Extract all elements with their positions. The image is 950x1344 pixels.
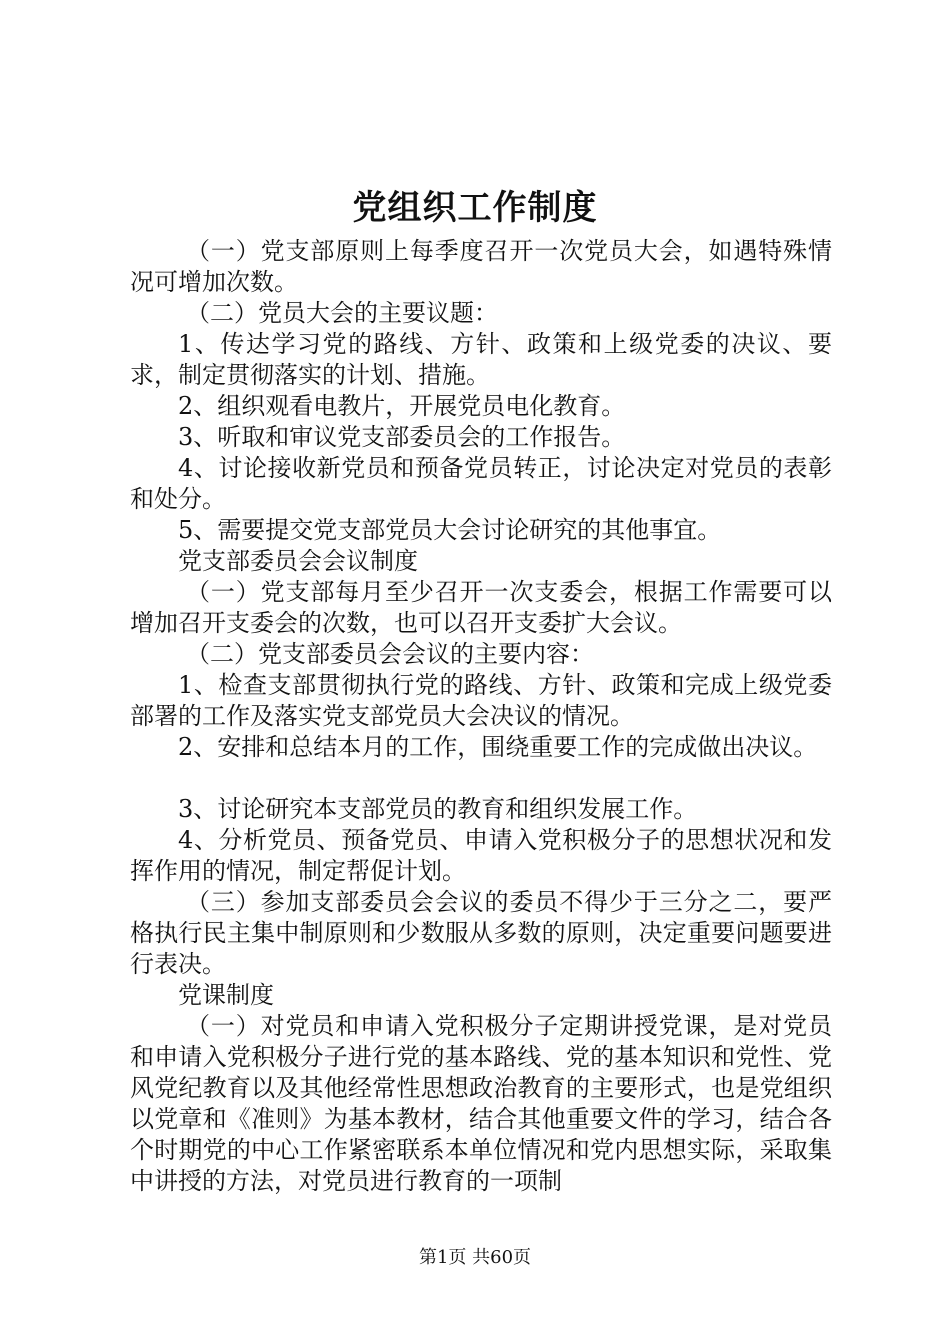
- paragraph-8: （一）党支部每月至少召开一次支委会，根据工作需要可以增加召开支委会的次数，也可以召开支委扩大会议。: [130, 578, 832, 637]
- paragraph-6: 4、讨论接收新党员和预备党员转正，讨论决定对党员的表彰和处分。: [130, 454, 832, 513]
- paragraph-7: 5、需要提交党支部党员大会讨论研究的其他事宜。: [178, 516, 722, 544]
- paragraph-10: 1、检查支部贯彻执行党的路线、方针、政策和完成上级党委部署的工作及落实党支部党员大会决议的情况。: [130, 671, 832, 730]
- page-footer: 第1页 共60页: [418, 1247, 532, 1268]
- document-title: 党组织工作制度: [352, 188, 598, 228]
- document-body: [130, 236, 832, 1197]
- paragraph-4: 2、组织观看电教片，开展党员电化教育。: [178, 392, 626, 420]
- paragraph-14: （三）参加支部委员会会议的委员不得少于三分之二，要严格执行民主集中制原则和少数服从多数的原则，决定重要问题要进行表决。: [130, 888, 832, 978]
- paragraph-15: （一）对党员和申请入党积极分子定期讲授党课，是对党员和申请入党积极分子进行党的基本路线、党的基本知识和党性、党风党纪教育以及其他经常性思想政治教育的主要形式，也是党组织以党章和《准则》为基本教材，结合其他重要文件的学习，结合各个时期党的中心工作紧密联系本单位情况和党内思想实际，采取集中讲授的方法，对党员进行教育的一项制: [130, 1012, 832, 1195]
- section-heading-party-class: 党课制度: [178, 981, 274, 1009]
- paragraph-2: （二）党员大会的主要议题：: [186, 299, 498, 327]
- paragraph-3: 1、传达学习党的路线、方针、政策和上级党委的决议、要求，制定贯彻落实的计划、措施。: [130, 330, 832, 389]
- paragraph-13: 4、分析党员、预备党员、申请入党积极分子的思想状况和发挥作用的情况，制定帮促计划。: [130, 826, 832, 885]
- paragraph-12: 3、讨论研究本支部党员的教育和组织发展工作。: [178, 795, 698, 823]
- paragraph-5: 3、听取和审议党支部委员会的工作报告。: [178, 423, 626, 451]
- paragraph-11: 2、安排和总结本月的工作，围绕重要工作的完成做出决议。: [178, 733, 818, 761]
- paragraph-1: （一）党支部原则上每季度召开一次党员大会，如遇特殊情况可增加次数。: [130, 237, 832, 296]
- section-heading-branch-committee: 党支部委员会会议制度: [178, 547, 418, 575]
- blank-line: [130, 763, 832, 794]
- paragraph-9: （二）党支部委员会会议的主要内容：: [186, 640, 594, 668]
